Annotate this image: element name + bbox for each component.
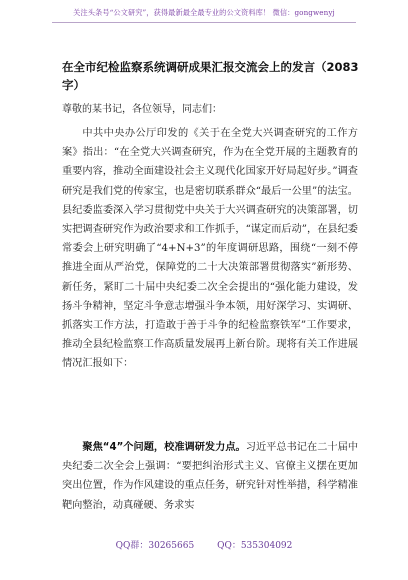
header-divider	[52, 22, 356, 23]
footer-contact	[0, 538, 408, 551]
section-1-paragraph	[62, 438, 358, 515]
document-title: 在全市纪检监察系统调研成果汇报交流会上的发言（2083字）	[62, 60, 359, 92]
paragraph-1: 中共中央办公厅印发的《关于在全党大兴调查研究的工作方案》指出：“在全党大兴调查研究，作为在全党开展的主题教育的重要内容，推动全面建设社会主义现代化国家开好局起好步。”调查研究是我们党的传家宝，也是密切联系群众“最后一公里”的法宝。县纪委监委深入学习贯彻党中央关于大兴调查研究的决策部署，切实把调查研究作为政治要求和工作抓手，“谋定而后动”，在县纪委常委会上研究明确了“4+N+3”的年度调研思路，围绕“一刻不停推进全面从严治党，保障党的二十大决策部署贯彻落实”新形势、新任务，紧盯二十届中央纪委二次全会提出的“强化能力建设，发扬斗争精神，坚定斗争意志增强斗争本领，用好深学习、实调研、抓落实工作方法，打造敢于善于斗争的纪检监察铁军”工作要求，推动全县纪检监察工作高质量发展再上新台阶。现将有关工作进展情况汇报如下：	[62, 128, 358, 370]
salutation: 尊敬的某书记，各位领导，同志们：	[62, 104, 222, 115]
footer-qq-group: QQ群：30265665	[115, 541, 195, 551]
section-1-text: 习近平总书记在二十届中央纪委二次全会上强调：“要把纠治形式主义、官僚主义摆在更加突出位置，作为作风建设的重点任务，研究针对性举措，科学精准靶向整治，动真碰硬、务求实	[62, 442, 359, 511]
footer-qq-number: QQ：535304092	[217, 541, 293, 551]
header-banner: 关注头条号“公文研究”，获得最新最全最专业的公文资料库！ 微信：gongwenyj	[73, 8, 335, 17]
section-1-lead: 聚焦“4”个问题，校准调研发力点。	[82, 442, 246, 453]
